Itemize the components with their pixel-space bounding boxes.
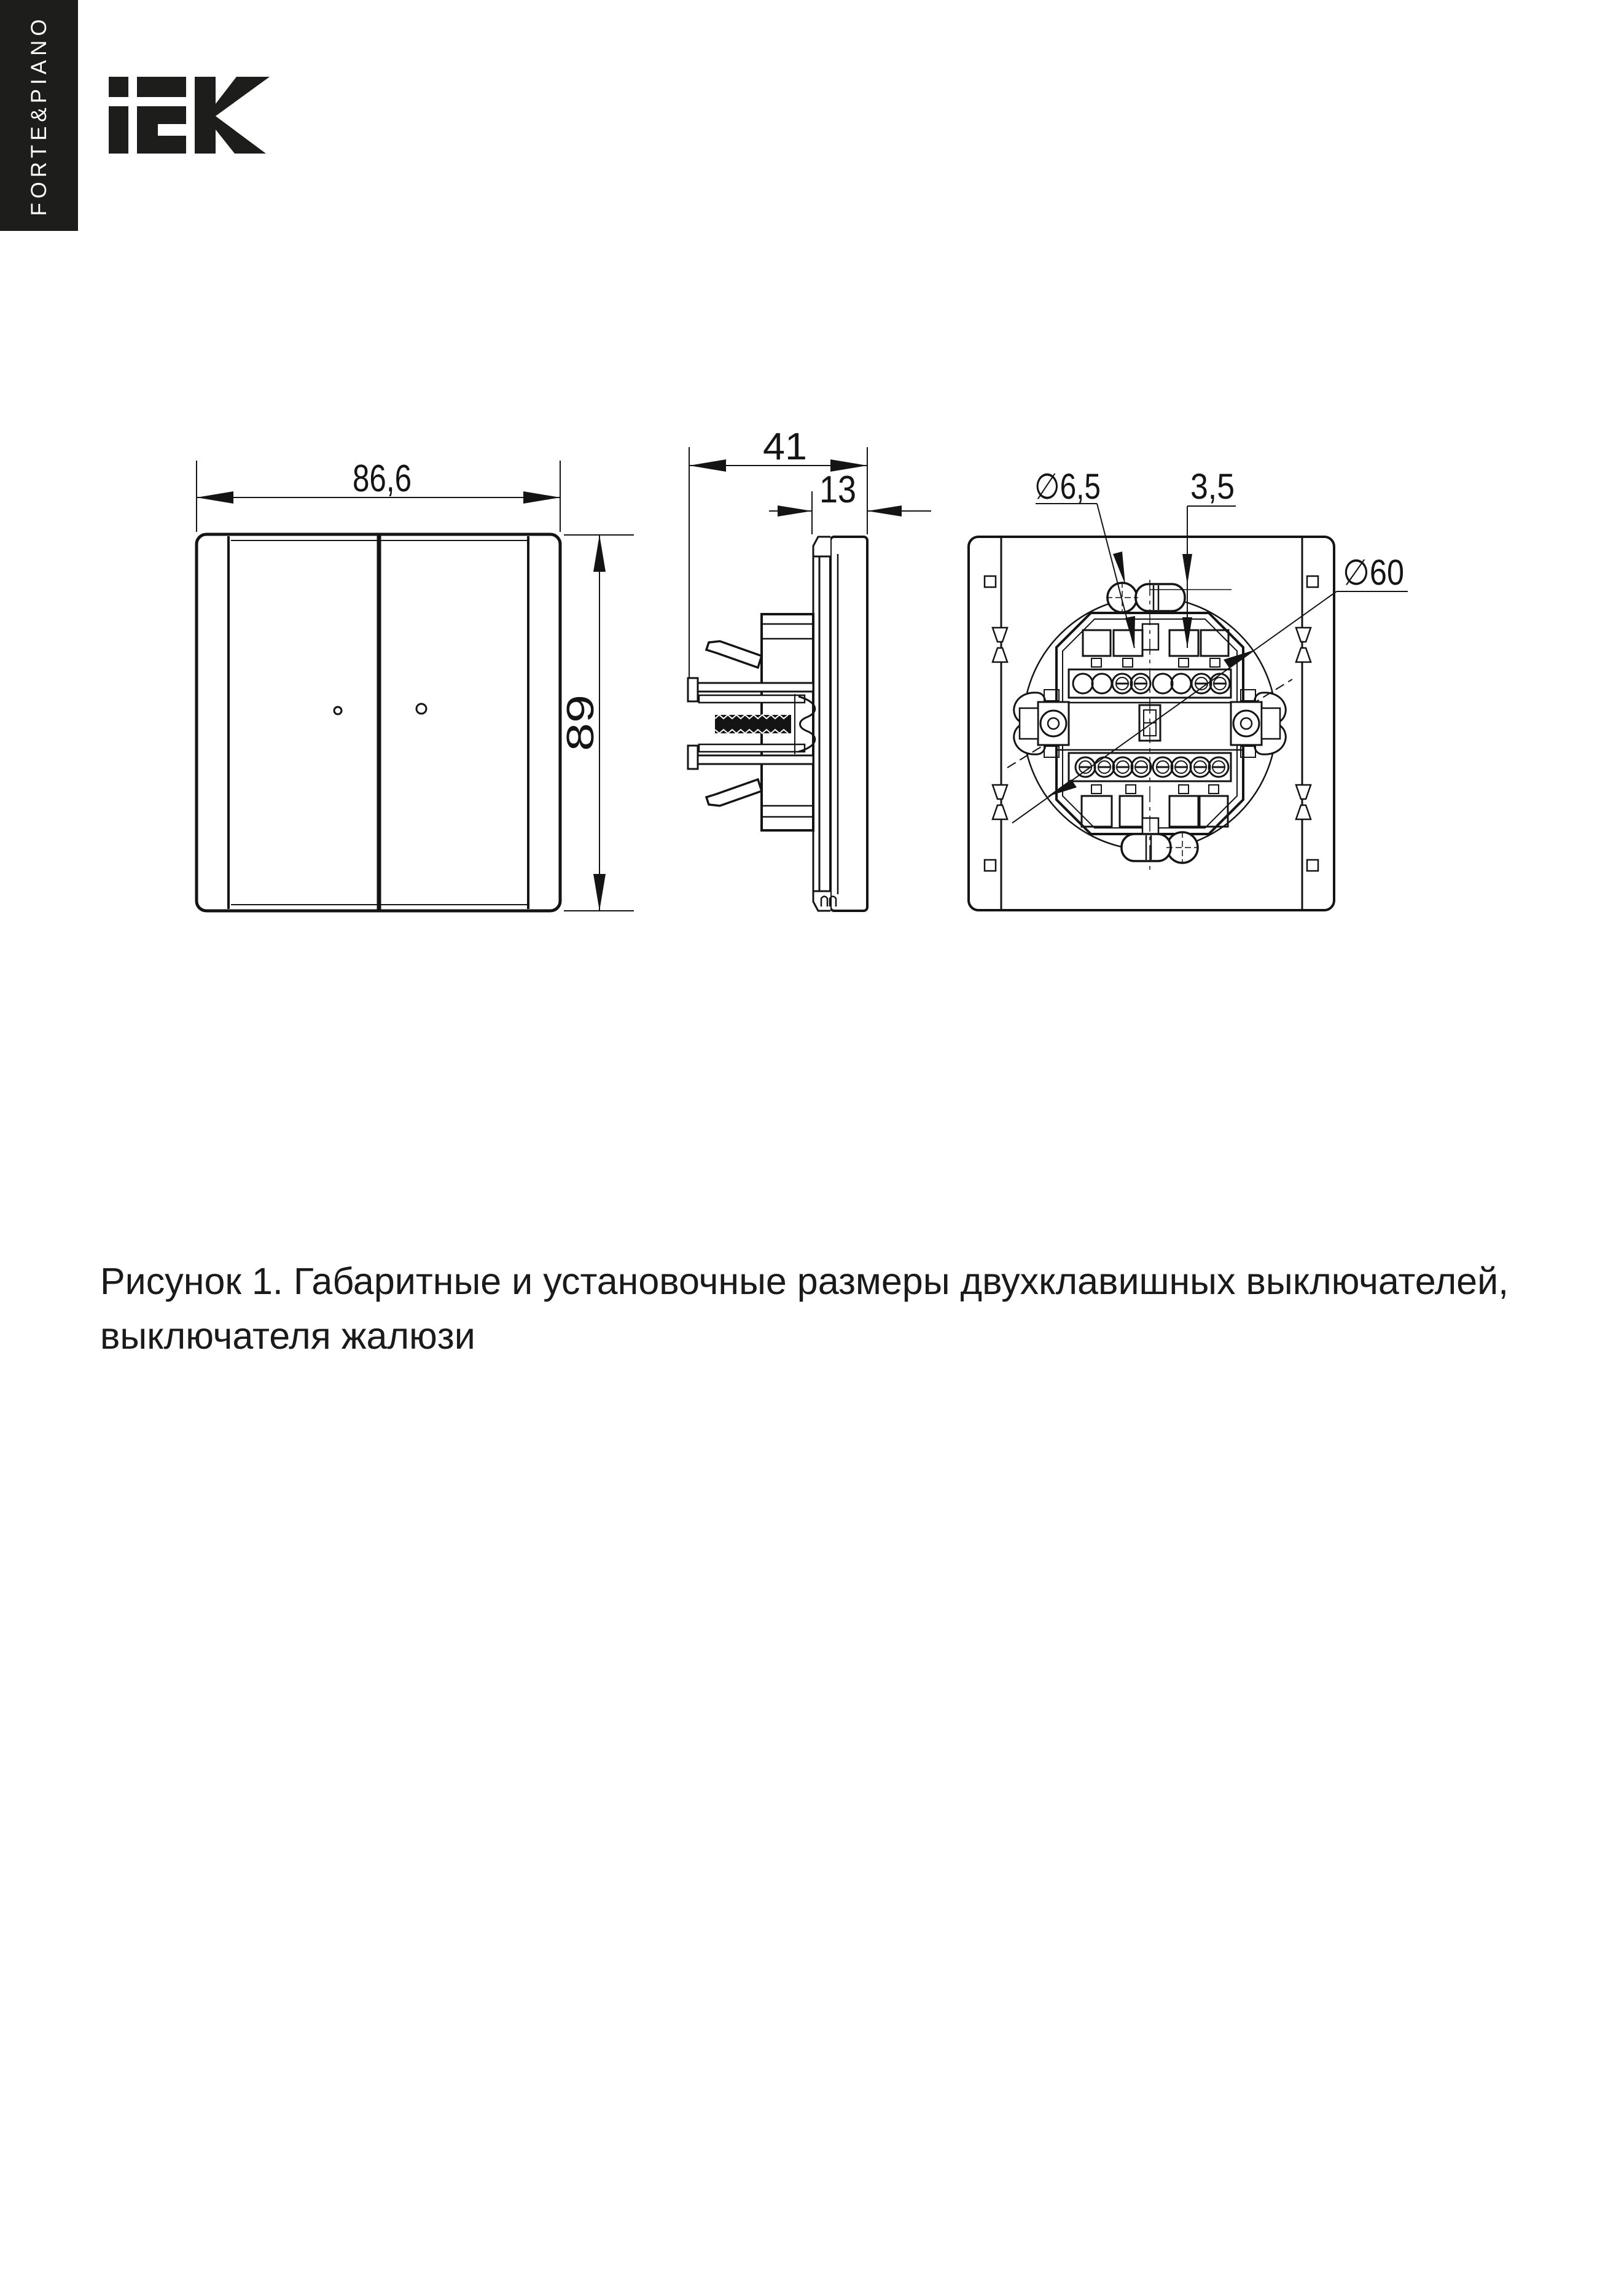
dim-frame-thickness [769, 469, 931, 534]
front-view-drawing [197, 458, 634, 911]
dim-width [197, 458, 560, 532]
figure-caption [100, 1254, 1531, 1363]
tab-label: 3,5 [1190, 467, 1235, 507]
side-view-drawing [688, 426, 931, 911]
dim-frame-label: 13 [819, 469, 856, 511]
install-diameter-label: ∅60 [1343, 553, 1404, 593]
figure-caption-line1: Рисунок 1. Габаритные и установочные размеры двухклавишных выключателей, [100, 1260, 1509, 1302]
dim-width-label: 86,6 [353, 458, 412, 500]
dim-height [560, 535, 634, 911]
figure-caption-line2: выключателя жалюзи [100, 1315, 475, 1357]
back-view-drawing [969, 467, 1408, 910]
dim-height-label: 89 [560, 709, 602, 751]
dim-depth-label: 41 [763, 426, 807, 468]
series-label: FORTE&PIANO [26, 15, 51, 216]
claw-hole-label: ∅6,5 [1034, 467, 1101, 507]
